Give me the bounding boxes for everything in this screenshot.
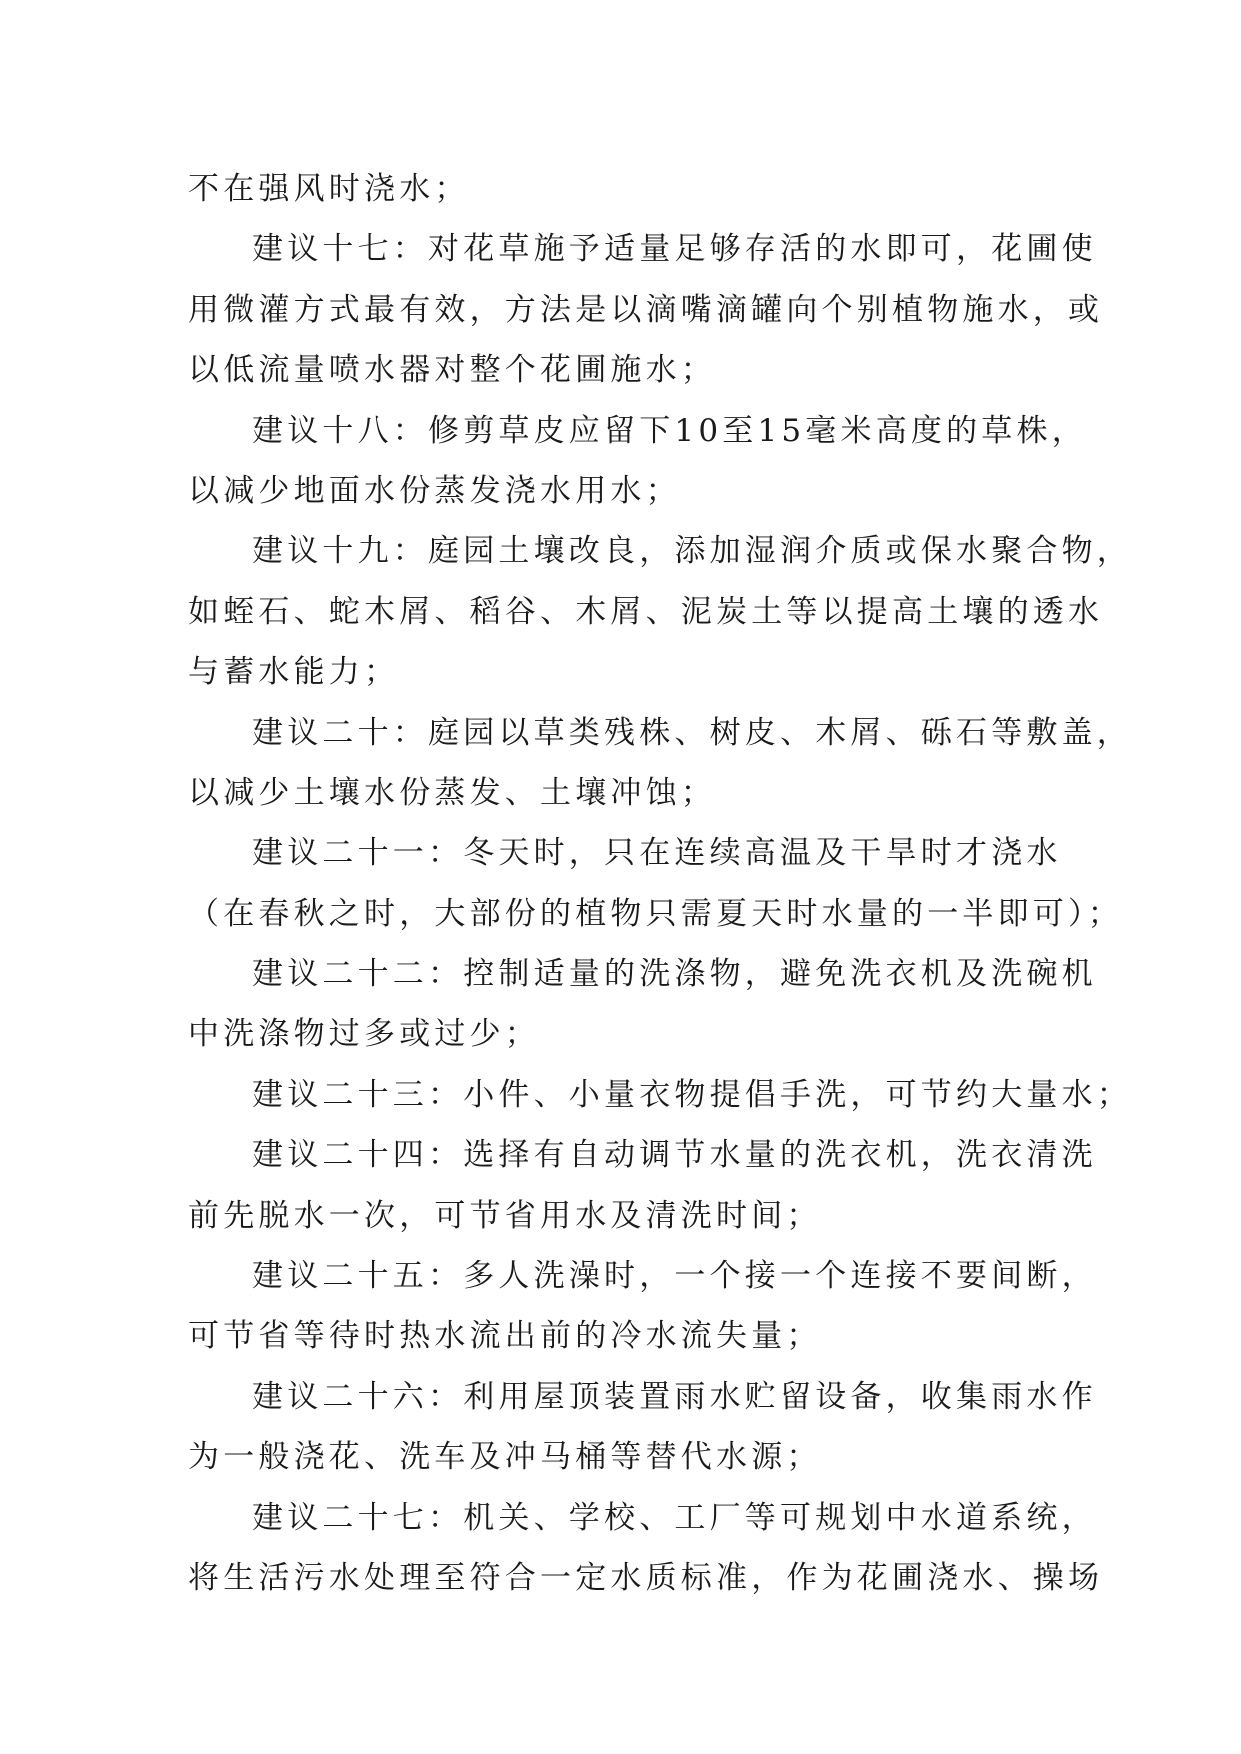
text-line: 可节省等待时热水流出前的冷水流失量； [188,1318,822,1355]
text-line: 为一般浇花、洗车及冲马桶等替代水源； [188,1439,822,1476]
text-line-suggestion-26: 建议二十六：利用屋顶装置雨水贮留设备，收集雨水作 [252,1378,1097,1415]
text-line: 以低流量喷水器对整个花圃施水； [188,352,716,389]
text-line-suggestion-24: 建议二十四：选择有自动调节水量的洗衣机，洗衣清洗 [252,1137,1097,1174]
text-line: 前先脱水一次，可节省用水及清洗时间； [188,1197,822,1234]
text-line: （在春秋之时，大部份的植物只需夏天时水量的一半即可）； [188,895,1123,932]
text-line: 以减少地面水份蒸发浇水用水； [188,472,681,509]
text-line-suggestion-25: 建议二十五：多人洗澡时，一个接一个连接不要间断， [252,1258,1097,1295]
text-line: 不在强风时浇水； [188,171,470,207]
text-line-suggestion-18: 建议十八：修剪草皮应留下10至15毫米高度的草株， [252,412,1087,449]
text-line-suggestion-17: 建议十七：对花草施予适量足够存活的水即可，花圃使 [252,231,1097,268]
document-body [188,159,1132,1608]
text-line-suggestion-21: 建议二十一：冬天时，只在连续高温及干旱时才浇水 [252,835,1062,872]
text-line-suggestion-22: 建议二十二：控制适量的洗涤物，避免洗衣机及洗碗机 [252,956,1097,993]
text-line-suggestion-20: 建议二十：庭园以草类残株、树皮、木屑、砾石等敷盖， [252,714,1132,751]
text-line: 用微灌方式最有效，方法是以滴嘴滴罐向个别植物施水，或 [188,291,1104,328]
text-line: 以减少土壤水份蒸发、土壤冲蚀； [188,774,716,811]
text-line: 将生活污水处理至符合一定水质标准，作为花圃浇水、操场 [188,1559,1104,1596]
text-line-suggestion-23: 建议二十三：小件、小量衣物提倡手洗，可节约大量水； [252,1076,1132,1113]
text-line: 中洗涤物过多或过少； [188,1016,540,1053]
text-line: 与蓄水能力； [188,654,400,691]
text-line: 如蛭石、蛇木屑、稻谷、木屑、泥炭土等以提高土壤的透水 [188,593,1104,630]
text-line-suggestion-19: 建议十九：庭园土壤改良，添加湿润介质或保水聚合物， [252,533,1132,570]
text-line-suggestion-27: 建议二十七：机关、学校、工厂等可规划中水道系统， [252,1499,1097,1536]
